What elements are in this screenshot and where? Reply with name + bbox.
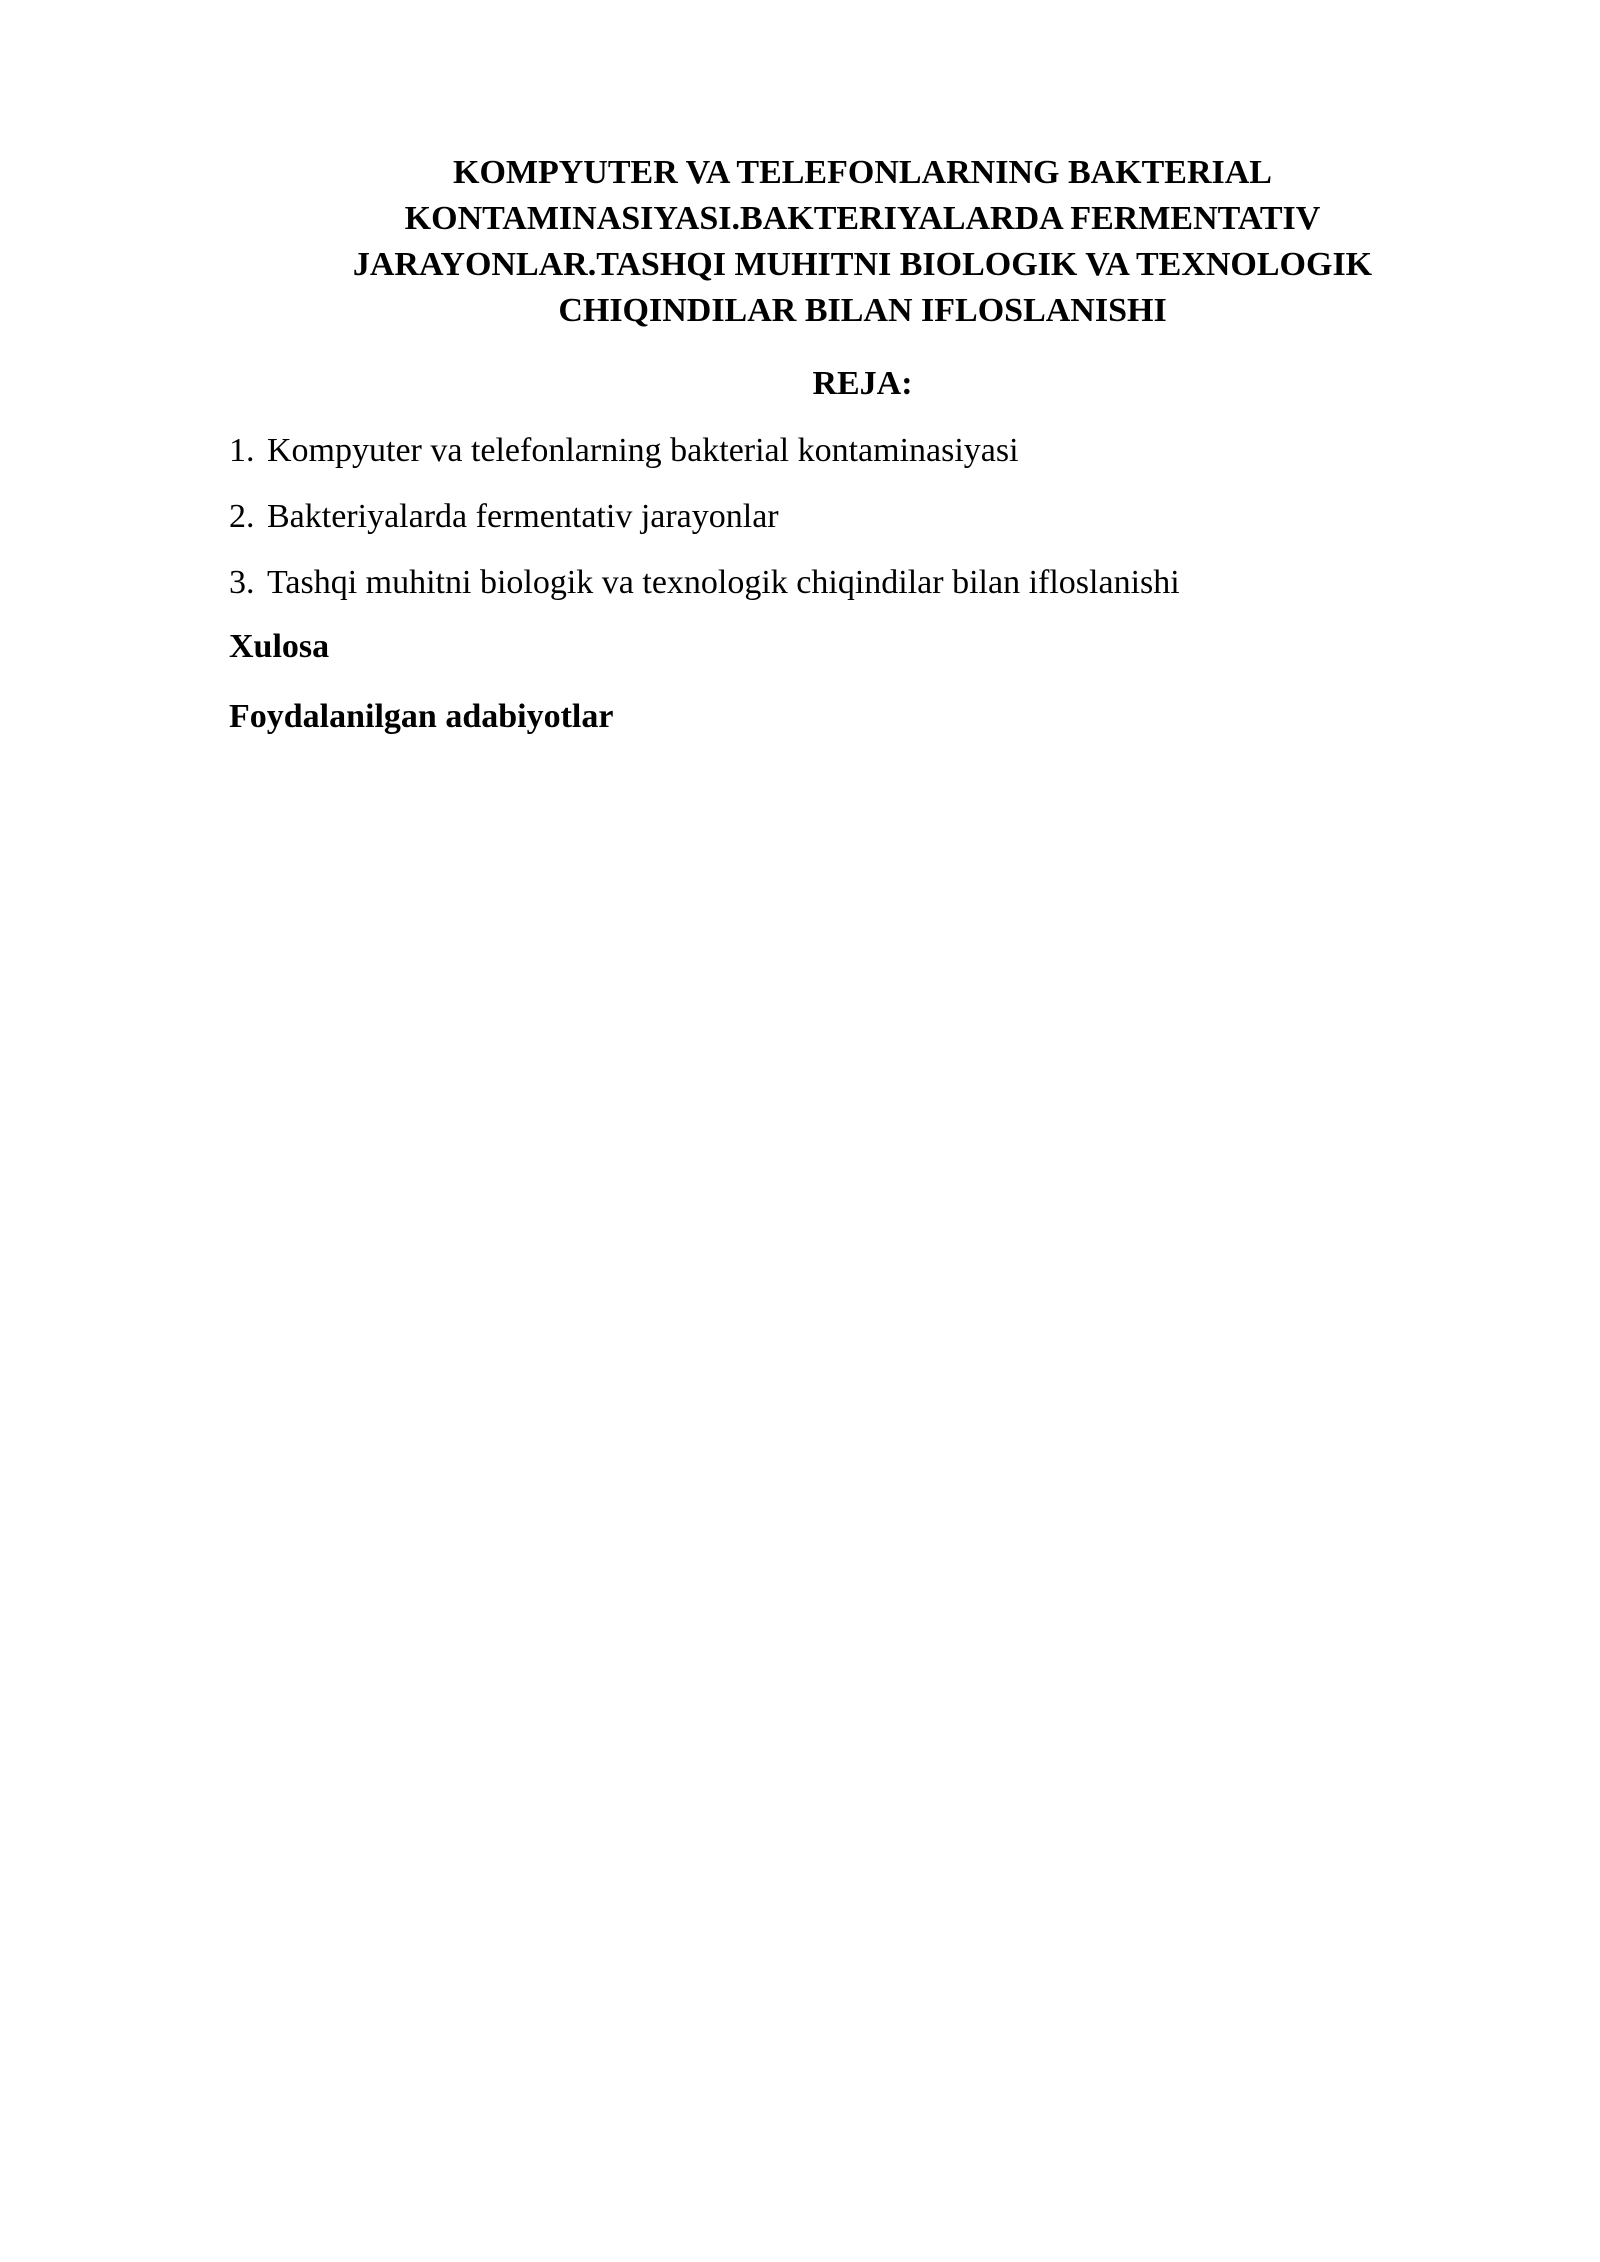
plan-item-number: 1. [229, 432, 255, 469]
plan-item-number: 2. [229, 498, 255, 535]
title-line: JARAYONLAR.TASHQI MUHITNI BIOLOGIK VA TEXNOLOGIK [352, 246, 1373, 283]
plan-list [229, 428, 1180, 626]
document-title [230, 150, 1495, 334]
plan-item [229, 560, 1180, 626]
plan-item-text: Tashqi muhitni biologik va texnologik chiqindilar bilan ifloslanishi [267, 564, 1180, 601]
title-line: CHIQINDILAR BILAN IFLOSLANISHI [558, 292, 1167, 329]
plan-item-text: Kompyuter va telefonlarning bakterial kontaminasiyasi [267, 432, 1019, 469]
plan-item [229, 428, 1180, 494]
title-line: KONTAMINASIYASI.BAKTERIYALARDA FERMENTATIV [404, 200, 1321, 237]
references-heading: Foydalanilgan adabiyotlar [229, 698, 614, 735]
plan-item [229, 494, 1180, 560]
plan-heading: REJA: [812, 365, 913, 402]
conclusion-heading: Xulosa [229, 628, 330, 665]
plan-item-number: 3. [229, 564, 255, 601]
plan-item-text: Bakteriyalarda fermentativ jarayonlar [267, 498, 779, 535]
title-line: KOMPYUTER VA TELEFONLARNING BAKTERIAL [453, 154, 1272, 191]
